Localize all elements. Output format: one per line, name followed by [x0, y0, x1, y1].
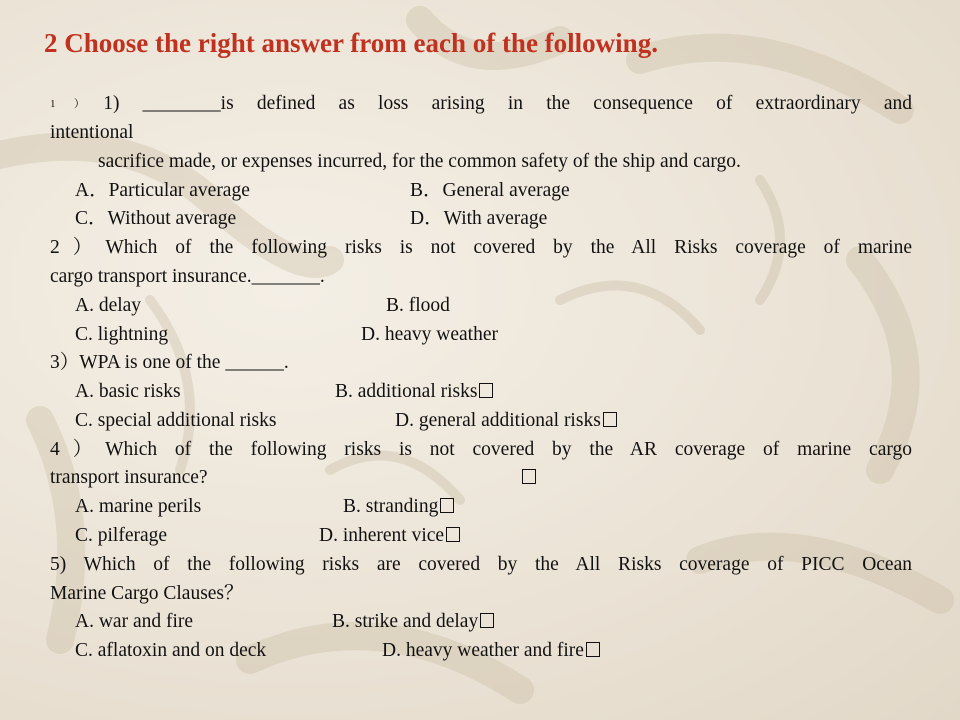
question-5-options-ab: [50, 608, 912, 637]
question-5-option-d-wrap: [382, 637, 600, 666]
question-5-option-c: C. aflatoxin and on deck: [75, 640, 267, 662]
placeholder-box-icon: [446, 527, 460, 542]
question-5-line-2: Marine Cargo Clauses？: [50, 582, 244, 604]
question-5-option-b: B. strike and delay: [332, 611, 479, 633]
question-3-option-c: C. special additional risks: [75, 409, 277, 431]
question-5-option-d: D. heavy weather and fire: [382, 640, 584, 662]
question-4-line-1: 4）Which of the following risks is not covered by the AR coverage of marine cargo: [50, 438, 912, 460]
question-3-option-b-wrap: [335, 378, 493, 407]
question-1-text: 1) ________is defined as loss arising in the consequence of extraordinary and: [103, 93, 912, 114]
placeholder-box-icon: [479, 383, 493, 398]
question-2-option-a: A. delay: [75, 294, 142, 316]
question-4-option-d-wrap: [319, 522, 460, 551]
question-2-option-c: C. lightning: [75, 323, 169, 345]
question-1-option-b: B．General average: [410, 179, 570, 201]
placeholder-box-icon: [603, 412, 617, 427]
question-4-option-b: B. stranding: [343, 496, 439, 518]
question-1-option-c: C．Without average: [75, 208, 237, 230]
question-4-option-d: D. inherent vice: [319, 525, 445, 547]
question-4-options-ab: [50, 493, 912, 522]
question-5-option-b-wrap: [332, 608, 494, 637]
question-3-option-b: B. additional risks: [335, 381, 478, 403]
question-1-line-2: intentional: [50, 121, 134, 143]
question-1-option-a: A．Particular average: [75, 179, 250, 201]
placeholder-box-icon: [440, 498, 454, 513]
placeholder-box-icon: [480, 613, 494, 628]
placeholder-box-icon: [522, 469, 536, 484]
question-3-options-ab: [50, 378, 912, 407]
question-2-line-1: 2）Which of the following risks is not covered by the All Risks coverage of marine: [50, 237, 912, 259]
question-2-option-b: B. flood: [386, 294, 450, 316]
slide-title: 2 Choose the right answer from each of the following.: [44, 28, 658, 58]
question-3-option-d: D. general additional risks: [395, 409, 601, 431]
question-2-options-cd: [50, 321, 912, 350]
question-1-line-3: sacrifice made, or expenses incurred, for the common safety of the ship and cargo.: [98, 150, 741, 172]
question-2-line-2: cargo transport insurance._______.: [50, 265, 325, 287]
question-1-options-cd: [50, 205, 912, 234]
question-4-option-a: A. marine perils: [75, 496, 202, 518]
question-3-options-cd: [50, 407, 912, 436]
question-4-option-b-wrap: [343, 493, 454, 522]
question-1-marker: 1）: [50, 98, 104, 111]
question-3-line-1: 3）WPA is one of the ______.: [50, 352, 289, 374]
question-4-options-cd: [50, 522, 912, 551]
question-1-option-d: D．With average: [410, 208, 548, 230]
question-list: [50, 90, 912, 666]
question-4-option-c: C. pilferage: [75, 525, 168, 547]
question-2-options-ab: [50, 292, 912, 321]
question-5-option-a: A. war and fire: [75, 611, 194, 633]
question-3-option-a: A. basic risks: [75, 381, 181, 403]
question-5-line-1: 5) Which of the following risks are covered by the All Risks coverage of PICC Ocean: [50, 553, 912, 575]
question-3-option-d-wrap: [395, 407, 617, 436]
question-4-line-2: [50, 464, 912, 493]
placeholder-box-icon: [586, 642, 600, 657]
question-4-text: transport insurance?: [50, 467, 208, 489]
question-2-option-d: D. heavy weather: [361, 323, 498, 345]
question-1-line-1: [50, 90, 912, 119]
question-5-options-cd: [50, 637, 912, 666]
question-1-options-ab: [50, 177, 912, 206]
